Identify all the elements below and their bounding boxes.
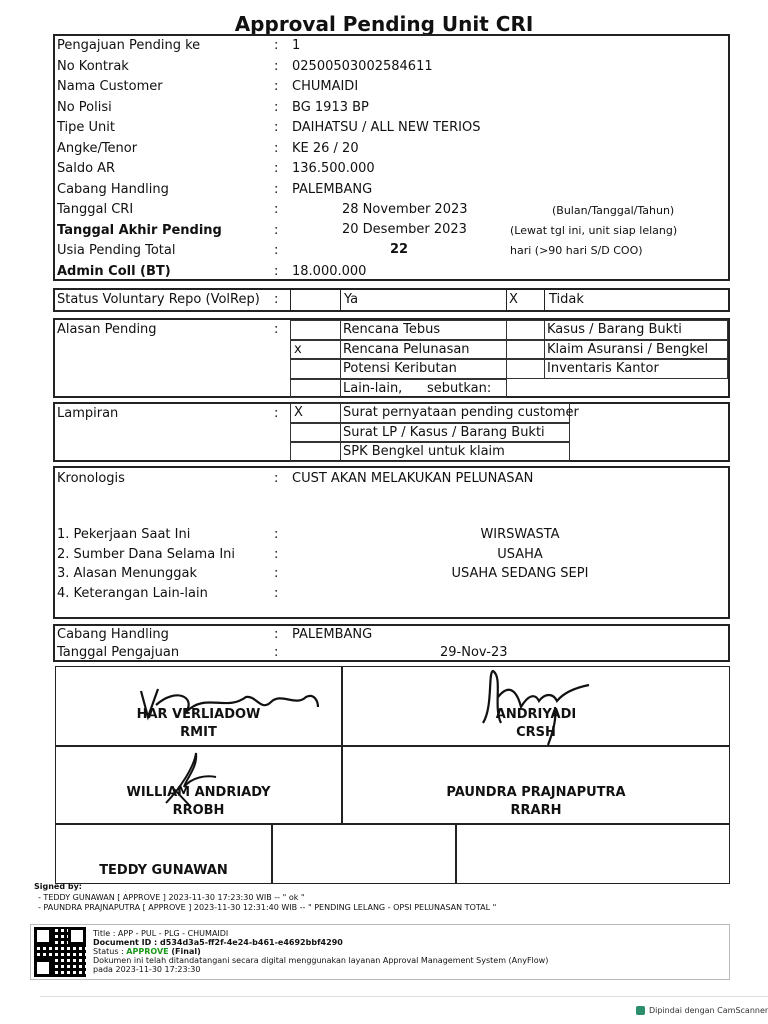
kronologis-colon: : xyxy=(274,471,279,486)
volrep-colon: : xyxy=(274,292,279,307)
header-row-colon: : xyxy=(274,161,279,176)
volrep-label: Status Voluntary Repo (VolRep) xyxy=(57,292,260,307)
volrep-divider-3 xyxy=(506,288,507,312)
alasan-option: Rencana Tebus xyxy=(340,320,507,340)
kronologis-item-label: 1. Pekerjaan Saat Ini xyxy=(57,527,191,542)
kronologis-item-colon: : xyxy=(274,566,279,581)
header-row-label: Angke/Tenor xyxy=(57,140,138,156)
tanggal-pengajuan-label: Tanggal Pengajuan xyxy=(57,645,180,660)
alasan-checkbox xyxy=(506,340,545,360)
usia-pending-note: hari (>90 hari S/D COO) xyxy=(510,244,643,257)
kronologis-item-label: 3. Alasan Menunggak xyxy=(57,566,198,581)
cabang-handling-label: Cabang Handling xyxy=(57,627,169,642)
signed-by-heading: Signed by: xyxy=(34,882,83,891)
alasan-label: Alasan Pending xyxy=(57,322,157,337)
header-row-label: Saldo AR xyxy=(57,161,116,176)
signer-name: TEDDY GUNAWAN xyxy=(99,863,228,878)
header-row-colon: : xyxy=(274,120,279,135)
alasan-checkbox xyxy=(506,320,545,340)
camscanner-icon xyxy=(636,1006,645,1015)
volrep-ya: Ya xyxy=(344,292,359,307)
header-row-colon: : xyxy=(274,222,279,238)
handwritten-signature xyxy=(56,747,343,825)
header-row-label: No Polisi xyxy=(57,99,112,115)
signer-role: RRARH xyxy=(510,803,562,818)
header-row-colon: : xyxy=(274,140,279,156)
cabang-handling-value: PALEMBANG xyxy=(292,627,373,642)
header-row-value: 18.000.000 xyxy=(292,263,367,279)
header-row-colon: : xyxy=(274,79,279,94)
qr-finder-tr xyxy=(68,927,86,945)
kronologis-item-value: USAHA xyxy=(497,546,543,562)
signer-role: RMIT xyxy=(180,725,217,740)
kronologis-item-colon: : xyxy=(274,585,279,601)
kronologis-item-label: 4. Keterangan Lain-lain xyxy=(57,585,208,601)
volrep-tidak-mark: X xyxy=(509,292,518,307)
cabang-handling-colon: : xyxy=(274,627,279,642)
kronologis-item-value: WIRSWASTA xyxy=(480,527,560,542)
alasan-option: Inventaris Kantor xyxy=(544,359,728,379)
volrep-divider-1 xyxy=(290,288,291,312)
signer-name: WILLIAM ANDRIADY xyxy=(126,785,271,800)
header-row-label: Nama Customer xyxy=(57,79,163,94)
signer-role: RROBH xyxy=(172,803,225,818)
header-row-value: KE 26 / 20 xyxy=(292,140,359,156)
kronologis-label: Kronologis xyxy=(57,471,125,486)
kronologis-item-value: USAHA SEDANG SEPI xyxy=(451,566,589,581)
kronologis-item-colon: : xyxy=(274,527,279,542)
page-title: Approval Pending Unit CRI xyxy=(234,12,534,36)
scanner-divider xyxy=(40,996,768,997)
tanggal-cri-note: (Bulan/Tanggal/Tahun) xyxy=(552,204,675,217)
tanggal-cri-value: 28 November 2023 xyxy=(342,202,468,217)
handwritten-signature xyxy=(343,667,731,747)
header-row-value: BG 1913 BP xyxy=(292,99,369,115)
header-row-label: Tanggal Akhir Pending xyxy=(57,222,222,238)
signature-cell-6 xyxy=(272,824,456,884)
alasan-checkbox xyxy=(290,320,341,340)
alasan-sebutkan: sebutkan: xyxy=(427,380,492,396)
handwritten-signature xyxy=(56,667,343,747)
header-row-colon: : xyxy=(274,263,279,279)
alasan-option: Kasus / Barang Bukti xyxy=(544,320,728,340)
header-row-value: 1 xyxy=(292,38,301,53)
header-row-colon: : xyxy=(274,38,279,53)
doc-note-2: pada 2023-11-30 17:23:30 xyxy=(93,965,201,974)
header-row-label: Tipe Unit xyxy=(57,120,115,135)
lampiran-checkbox: X xyxy=(290,403,341,423)
header-row-value: CHUMAIDI xyxy=(292,79,359,94)
tanggal-akhir-note: (Lewat tgl ini, unit siap lelang) xyxy=(510,224,678,237)
header-row-colon: : xyxy=(274,202,279,217)
header-row-value: 02500503002584611 xyxy=(292,58,433,74)
tanggal-akhir-value: 20 Desember 2023 xyxy=(342,222,467,237)
header-row-value: PALEMBANG xyxy=(292,181,373,197)
alasan-option: Rencana Pelunasan xyxy=(340,340,507,360)
header-row-label: Admin Coll (BT) xyxy=(57,263,171,279)
header-row-value: DAIHATSU / ALL NEW TERIOS xyxy=(292,120,481,135)
lampiran-colon: : xyxy=(274,406,279,421)
signature-cell-7 xyxy=(456,824,730,884)
lampiran-checkbox xyxy=(290,423,341,443)
qr-finder-tl xyxy=(34,927,52,945)
header-row-colon: : xyxy=(274,243,279,258)
header-row-label: Usia Pending Total xyxy=(57,243,176,258)
scanner-footer: Dipindai dengan CamScanner xyxy=(649,1006,768,1015)
header-row-label: Pengajuan Pending ke xyxy=(57,38,201,53)
alasan-checkbox xyxy=(506,359,545,379)
doc-status-label: Status : xyxy=(93,947,127,956)
qr-finder-bl xyxy=(34,959,52,977)
volrep-divider-2 xyxy=(340,288,341,312)
lampiran-label: Lampiran xyxy=(57,406,119,421)
tanggal-pengajuan-colon: : xyxy=(274,645,279,660)
header-row-colon: : xyxy=(274,181,279,197)
doc-status-value: APPROVE xyxy=(126,947,169,956)
doc-note-1: Dokumen ini telah ditandatangani secara digital menggunakan layanan Approval Management System (AnyFlow) xyxy=(93,956,549,965)
signature-cell-5 xyxy=(55,824,272,884)
signature-cell-4 xyxy=(342,746,730,824)
kronologis-item-colon: : xyxy=(274,546,279,562)
alasan-colon: : xyxy=(274,322,279,337)
alasan-option: Lain-lain, xyxy=(340,379,507,399)
header-row-value: 136.500.000 xyxy=(292,161,375,176)
alasan-checkbox xyxy=(290,359,341,379)
alasan-checkbox xyxy=(290,379,341,399)
alasan-option: Klaim Asuransi / Bengkel xyxy=(544,340,728,360)
signature-cell-2 xyxy=(342,666,730,746)
volrep-divider-4 xyxy=(544,288,545,312)
header-row-label: Tanggal CRI xyxy=(57,202,134,217)
lampiran-item: SPK Bengkel untuk klaim xyxy=(340,442,570,462)
header-row-colon: : xyxy=(274,58,279,74)
signer-name: PAUNDRA PRAJNAPUTRA xyxy=(446,785,626,800)
kronologis-value: CUST AKAN MELAKUKAN PELUNASAN xyxy=(292,471,534,486)
doc-title: Title : APP - PUL - PLG - CHUMAIDI xyxy=(93,929,229,938)
volrep-tidak: Tidak xyxy=(549,292,584,307)
lampiran-item: Surat LP / Kasus / Barang Bukti xyxy=(340,423,570,443)
header-row-colon: : xyxy=(274,99,279,115)
tanggal-pengajuan-value: 29-Nov-23 xyxy=(440,645,508,660)
header-row-label: Cabang Handling xyxy=(57,181,169,197)
signature-cell-1 xyxy=(55,666,342,746)
header-row-label: No Kontrak xyxy=(57,58,129,74)
signed-by-line-1: - TEDDY GUNAWAN [ APPROVE ] 2023-11-30 17:23:30 WIB -- " ok " xyxy=(38,893,305,902)
signer-name: ANDRIYADI xyxy=(495,707,577,722)
alasan-option: Potensi Keributan xyxy=(340,359,507,379)
signer-name: HAR VERLIADOW xyxy=(136,707,261,722)
doc-status-suffix: (Final) xyxy=(168,947,201,956)
signed-by-line-2: - PAUNDRA PRAJNAPUTRA [ APPROVE ] 2023-11-30 12:31:40 WIB -- " PENDING LELANG - OPSI PELUNASAN TOTAL " xyxy=(38,903,497,912)
kronologis-item-label: 2. Sumber Dana Selama Ini xyxy=(57,546,236,562)
signature-cell-3 xyxy=(55,746,342,824)
lampiran-item: Surat pernyataan pending customer xyxy=(340,403,570,423)
lampiran-checkbox xyxy=(290,442,341,462)
doc-id: Document ID : d534d3a5-ff2f-4e24-b461-e4692bbf4290 xyxy=(93,938,343,947)
signer-role: CRSH xyxy=(516,725,556,740)
alasan-checkbox: x xyxy=(290,340,341,360)
usia-pending-value: 22 xyxy=(390,242,409,257)
